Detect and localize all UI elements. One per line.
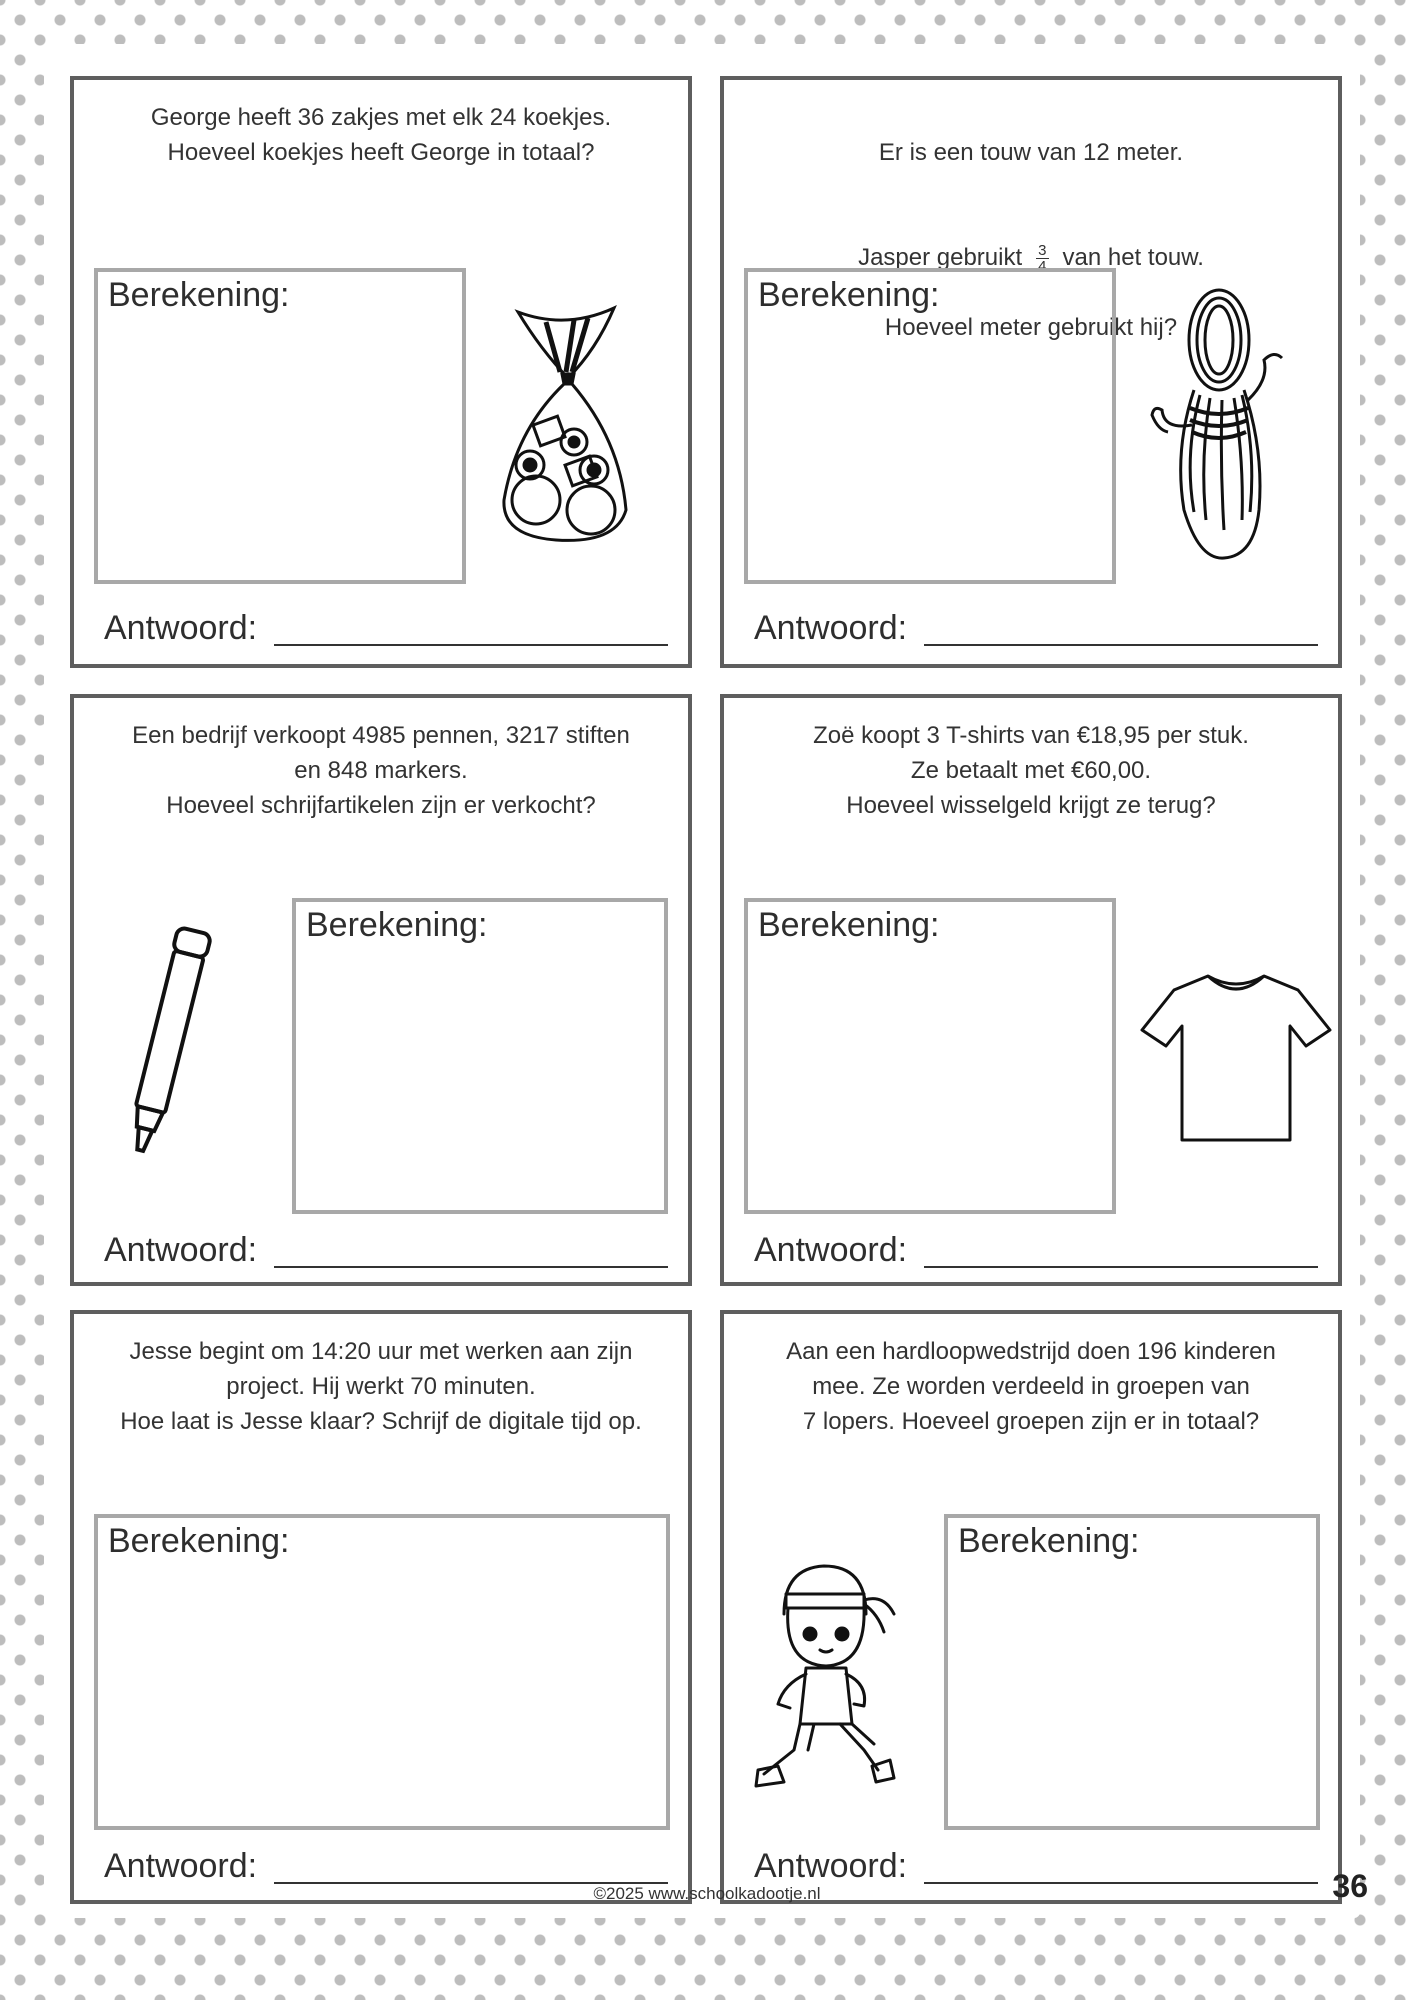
answer-label: Antwoord:: [754, 1231, 908, 1269]
question-text: Zoë koopt 3 T-shirts van €18,95 per stuk. Ze betaalt met €60,00. Hoeveel wisselgeld krijgt ze terug?: [813, 722, 1249, 819]
question-line-3: Hoeveel meter gebruikt hij?: [884, 314, 1178, 341]
answer-label: Antwoord:: [104, 609, 258, 647]
question-line-2: Jasper gebruikt $\frac{3}{4}$ van het touw.: [858, 242, 1204, 276]
problem-card-1: [70, 76, 692, 668]
answer-row: [754, 1228, 1318, 1274]
calculation-label: Berekening:: [306, 906, 488, 944]
question-text: Aan een hardloopwedstrijd doen 196 kinderen mee. Ze worden verdeeld in groepen van 7 lopers. Hoeveel groepen zijn er in totaal?: [786, 1338, 1276, 1435]
calculation-label: Berekening:: [758, 276, 940, 314]
question-text: Jesse begint om 14:20 uur met werken aan zijn project. Hij werkt 70 minuten. Hoe laat is Jesse klaar? Schrijf de digitale tijd op.: [120, 1338, 642, 1435]
answer-line[interactable]: [274, 1266, 668, 1268]
calculation-box[interactable]: [94, 1514, 670, 1830]
answer-row: [754, 606, 1318, 652]
answer-row: [104, 1228, 668, 1274]
question-text: George heeft 36 zakjes met elk 24 koekjes. Hoeveel koekjes heeft George in totaal?: [150, 104, 612, 166]
fraction: $\frac{3}{4}$: [1038, 242, 1047, 276]
calculation-label: Berekening:: [758, 906, 940, 944]
calculation-box[interactable]: [94, 268, 466, 584]
cookie-bag-illustration: [496, 300, 636, 555]
calculation-label: Berekening:: [958, 1522, 1140, 1560]
calculation-box[interactable]: [292, 898, 668, 1214]
answer-label: Antwoord:: [754, 1847, 908, 1885]
marker-illustration: [114, 918, 224, 1173]
answer-row: [104, 606, 668, 652]
problem-card-4: [720, 694, 1342, 1286]
question-line-1: Er is een touw van 12 meter.: [878, 139, 1184, 166]
footer-copyright: ©2025 www.schoolkadootje.nl: [593, 1884, 821, 1903]
runner-boy-illustration: [744, 1554, 914, 1809]
calculation-box[interactable]: [944, 1514, 1320, 1830]
question-text: Een bedrijf verkoopt 4985 pennen, 3217 stiften en 848 markers. Hoeveel schrijfartikelen zijn er verkocht?: [132, 722, 630, 819]
answer-label: Antwoord:: [104, 1231, 258, 1269]
answer-line[interactable]: [924, 644, 1318, 646]
calculation-box[interactable]: [744, 268, 1116, 584]
page-number: 36: [1332, 1868, 1368, 1904]
answer-line[interactable]: [274, 644, 668, 646]
problem-card-6: [720, 1310, 1342, 1904]
calculation-label: Berekening:: [108, 276, 290, 314]
worksheet-page: [44, 44, 1360, 1918]
calculation-label: Berekening:: [108, 1522, 290, 1560]
problem-card-3: [70, 694, 692, 1286]
problem-card-2: [720, 76, 1342, 668]
answer-line[interactable]: [924, 1266, 1318, 1268]
answer-label: Antwoord:: [104, 1847, 258, 1885]
tshirt-illustration: [1138, 968, 1334, 1153]
calculation-box[interactable]: [744, 898, 1116, 1214]
rope-illustration: [1144, 280, 1294, 575]
problem-card-5: [70, 1310, 692, 1904]
answer-label: Antwoord:: [754, 609, 908, 647]
